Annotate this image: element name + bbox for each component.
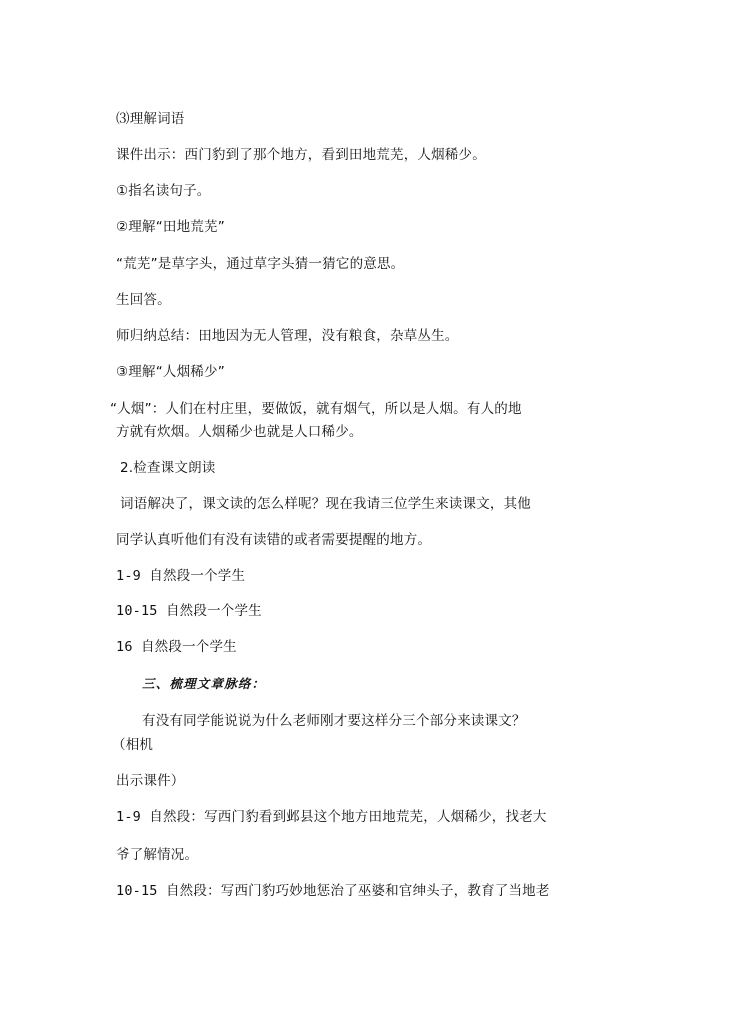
list-item-section-1-9: 1-9 自然段一个学生: [116, 568, 246, 584]
subheading-understand-words: ⑶理解词语: [116, 111, 185, 127]
paragraph-question-line3: 出示课件）: [116, 773, 185, 789]
paragraph-grass-radical: “荒芜”是草字头，通过草字头猜一猜它的意思。: [116, 256, 405, 272]
paragraph-question-line1: 有没有同学能说说为什么老师刚才要这样分三个部分来读课文？: [142, 713, 526, 729]
list-item-read-sentence: ①指名读句子。: [116, 183, 211, 199]
section-heading-outline: 三、梳理文章脉络：: [142, 676, 266, 691]
paragraph-renyan-line2: 方就有炊烟。人烟稀少也就是人口稀少。: [116, 424, 363, 440]
paragraph-courseware-show: 课件出示：西门豹到了那个地方，看到田地荒芜，人烟稀少。: [116, 147, 486, 163]
list-item-section-10-15: 10-15 自然段一个学生: [116, 603, 262, 619]
paragraph-reading-line1: 词语解决了，课文读的怎么样呢？现在我请三位学生来读课文，其他: [120, 496, 531, 512]
paragraph-reading-line2: 同学认真听他们有没有读错的或者需要提醒的地方。: [116, 532, 432, 548]
list-item-understand-population: ③理解“人烟稀少”: [116, 364, 225, 380]
subheading-check-reading: 2.检查课文朗读: [120, 460, 216, 476]
paragraph-summary-10-15-line1: 10-15 自然段：写西门豹巧妙地惩治了巫婆和官绅头子，教育了当地老: [116, 883, 550, 899]
paragraph-summary-1-9-line1: 1-9 自然段：写西门豹看到邺县这个地方田地荒芜，人烟稀少，找老大: [116, 809, 547, 825]
list-item-section-16: 16 自然段一个学生: [116, 639, 237, 655]
paragraph-question-line2: （相机: [112, 737, 154, 753]
paragraph-summary-1-9-line2: 爷了解情况。: [116, 847, 199, 863]
paragraph-teacher-summary: 师归纳总结：田地因为无人管理，没有粮食，杂草丛生。: [116, 328, 459, 344]
paragraph-student-answer: 生回答。: [116, 292, 171, 308]
paragraph-renyan-line1: “人烟”：人们在村庄里，要做饭，就有烟气，所以是人烟。有人的地: [110, 401, 522, 417]
list-item-understand-field: ②理解“田地荒芜”: [116, 219, 225, 235]
